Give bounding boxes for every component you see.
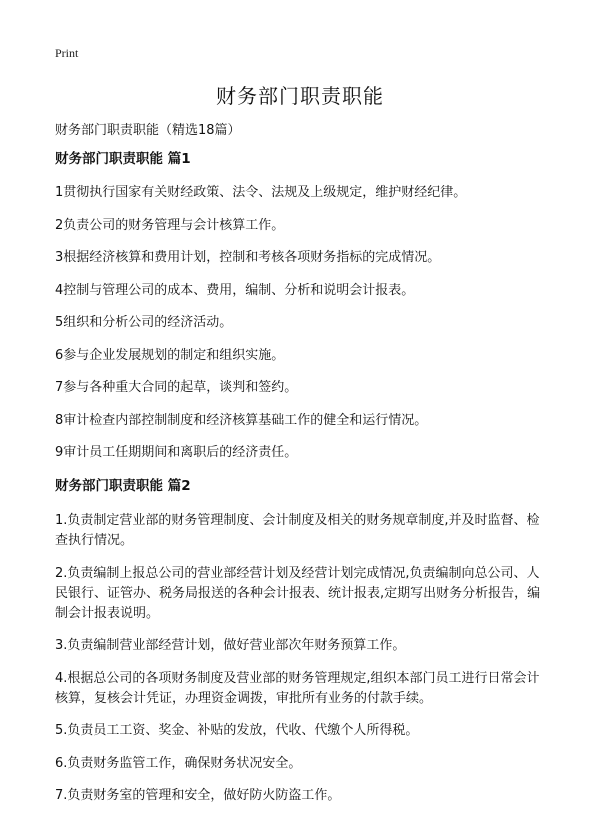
list-item: 1.负责制定营业部的财务管理制度、会计制度及相关的财务规章制度,并及时监督、检查执行情况。 [55, 512, 540, 548]
list-item: 3.负责编制营业部经营计划，做好营业部次年财务预算工作。 [55, 637, 406, 653]
list-item: 4控制与管理公司的成本、费用，编制、分析和说明会计报表。 [55, 282, 415, 298]
section-heading-2: 财务部门职责职能 篇2 [55, 477, 191, 494]
list-item: 8审计检查内部控制制度和经济核算基础工作的健全和运行情况。 [55, 412, 428, 428]
list-item: 2.负责编制上报总公司的营业部经营计划及经营计划完成情况,负责编制向总公司、人民银行、证管办、税务局报送的各种会计报表、统计报表,定期写出财务分析报告，编制会计报表说明。 [55, 565, 541, 621]
list-item: 5组织和分析公司的经济活动。 [55, 315, 233, 330]
section-heading-1: 财务部门职责职能 篇1 [55, 151, 191, 167]
document-subtitle: 财务部门职责职能（精选18篇） [55, 123, 241, 138]
list-item: 6参与企业发展规划的制定和组织实施。 [55, 347, 285, 363]
list-item: 7参与各种重大合同的起草，谈判和签约。 [55, 380, 298, 395]
list-item: 1贯彻执行国家有关财经政策、法令、法规及上级规定，维护财经纪律。 [55, 185, 467, 200]
document-body [55, 150, 550, 820]
list-item: 5.负责员工工资、奖金、补贴的发放，代收、代缴个人所得税。 [55, 723, 419, 738]
list-item: 6.负责财务监管工作，确保财务状况安全。 [55, 755, 302, 771]
list-item: 7.负责财务室的管理和安全，做好防火防盗工作。 [55, 788, 341, 803]
page-title: 财务部门职责职能 [216, 84, 384, 108]
list-item: 3根据经济核算和费用计划，控制和考核各项财务指标的完成情况。 [55, 250, 441, 265]
list-item: 9审计员工任期期间和离职后的经济责任。 [55, 445, 298, 460]
list-item: 2负责公司的财务管理与会计核算工作。 [55, 217, 285, 233]
print-label[interactable]: Print [55, 46, 79, 60]
list-item: 4.根据总公司的各项财务制度及营业部的财务管理规定,组织本部门员工进行日常会计核算，复核会计凭证，办理资金调拨，审批所有业务的付款手续。 [55, 671, 540, 706]
